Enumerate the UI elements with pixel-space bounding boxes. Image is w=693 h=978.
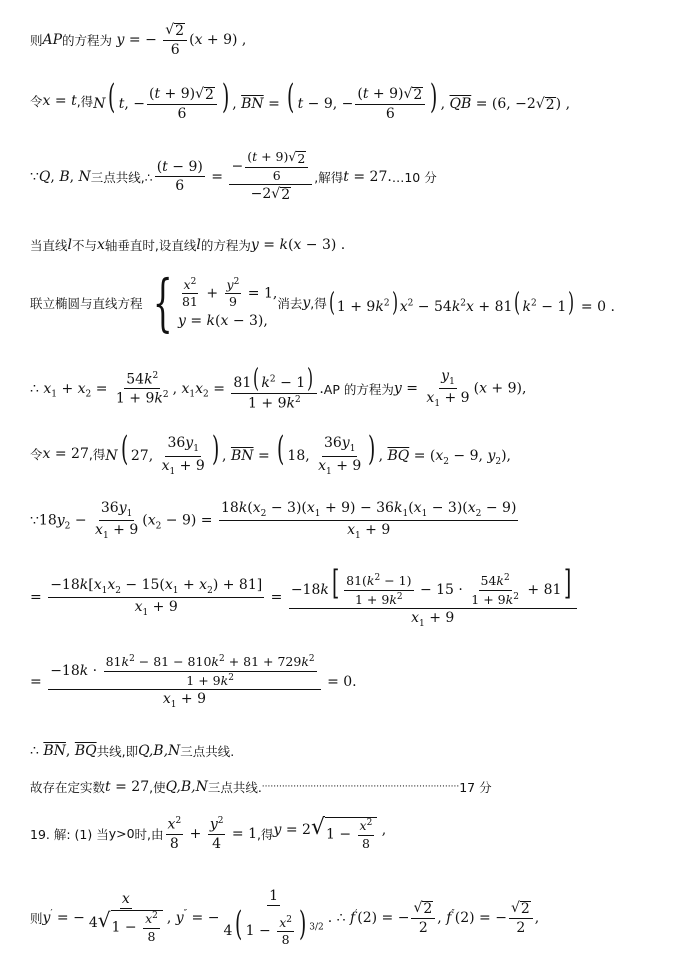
formula-collinear: $\frac{(t - 9)}{6}$ = − (t + 9) √ 2 6 −2 √ 2 [153, 150, 315, 204]
line-ap-equation: 则 AP 的方程为 y = − √ 2 6 (x + 9) , [30, 22, 247, 59]
line-problem-19: 19. 解: (1) 当 y>0 时,由 $\frac{x^2}{8}$ + $\frac{y^2}{4}$ = 1 ,得 y = 2 √ 1 − $\frac{x^2}{8}$ , [30, 814, 387, 852]
line-vieta: ∴ $x_1 + x_2$ = $\frac{54k^2}{1 + 9k^2}$ , $x_1x_2$ = $\frac{81( k^2 - 1)}{1 + 9k^2}$ . AP 的方程为 y = $\frac{y_1}{x_1 + 9}$ (x + 9), [30, 364, 527, 412]
line-collinear-conclusion: ∴ $\overline{BN}$, $\overline{BQ}$ 共线,即 Q,B,N 三点共线. [30, 743, 235, 759]
ap: AP [42, 32, 63, 49]
line-exists-t: 故存在定实数 t = 27 ,使 Q,B,N 三点共线. ····································································· 17 分 [30, 779, 492, 795]
line-expand-1: = $\frac{-18k[x_1x_2 - 15(x_1 + x_2) + 81]}{x_1 + 9}$ = −18k[ $\frac{81(k^2 - 1)}{1 + 9k^2}$ − 15 · $\frac{54k^2}{1 + 9k^2}$ + 81] $x_1 + 9$ [30, 566, 579, 629]
line-because-18y2: ∵ $18y_2$ − $\frac{36y_1}{x_1 + 9}$ $(x_2 - 9)$ = $\frac{18k(x_2 - 3)(x_1 + 9) - 36k_1(x_1 - 3)(x_2 - 9)}{x_1 + 9}$ [30, 500, 517, 541]
line-derivatives: 则 y′ = − x 4 √ 1 − $\frac{x^2}{8}$ , y″ = − 1 4( 1 − $\frac{x^2}{8}$ ) $^{3/2}$ . ∴ f′(2) = − √ 2 2 , f″(2) = − √ 2 2 , [30, 888, 540, 948]
line-expand-2: = −18k · $\frac{81k^2 - 81 - 810k^2 + 81 + 729k^2}{1 + 9k^2}$ $x_1 + 9$ = 0. [30, 654, 357, 710]
line-let-x-t: 令 x = t ,得 N( t, − (t + 9) √ 2 6 ) , $\overline{BN}$ = ( t − 9, − (t + 9) √ 2 6 ) , $\overline{QB} = (6$, −2 √ 2 ) , [30, 77, 571, 123]
line-collinear-solve: ∵ Q, B, N 三点共线,∴ $\frac{(t - 9)}{6}$ = − (t + 9) √ 2 6 −2 √ 2 ,解得 t = 27. …10 分 [30, 149, 437, 204]
line-line-l: 当直线 l 不与 x 轴垂直时,设直线 l 的方程为 y = k(x − 3) . [30, 237, 346, 253]
equation-system: { $\frac{x^2}{81}$ + $\frac{y^2}{9}$ = 1, y = k(x − 3), [152, 266, 278, 339]
line-let-x-27: 令 x = 27 ,得 N( 27, $\frac{36y_1}{x_1 + 9}$ ) , $\overline{BN}$ = ( 18, $\frac{36y_1}{x_1 + 9}$ ) , $\overline{BQ} = (x_2 - 9$, $y_2$), [30, 429, 512, 477]
line-system: 联立椭圆与直线方程 { $\frac{x^2}{81}$ + $\frac{y^2}{9}$ = 1, y = k(x − 3), 消去 y ,得 ( $1 + 9k^2$) $x^2 - 54k^2x + 81$( $k^2 - 1) = 0$ . [30, 266, 615, 339]
formula-n-bn-qb: N( t, − (t + 9) √ 2 6 ) , $\overline{BN}$ = ( t − 9, − (t + 9) √ 2 6 ) , $\overline{QB} = (6$, −2 √ 2 ) , [93, 77, 571, 123]
formula-ap: y = − √ 2 6 (x + 9) , [116, 22, 247, 59]
